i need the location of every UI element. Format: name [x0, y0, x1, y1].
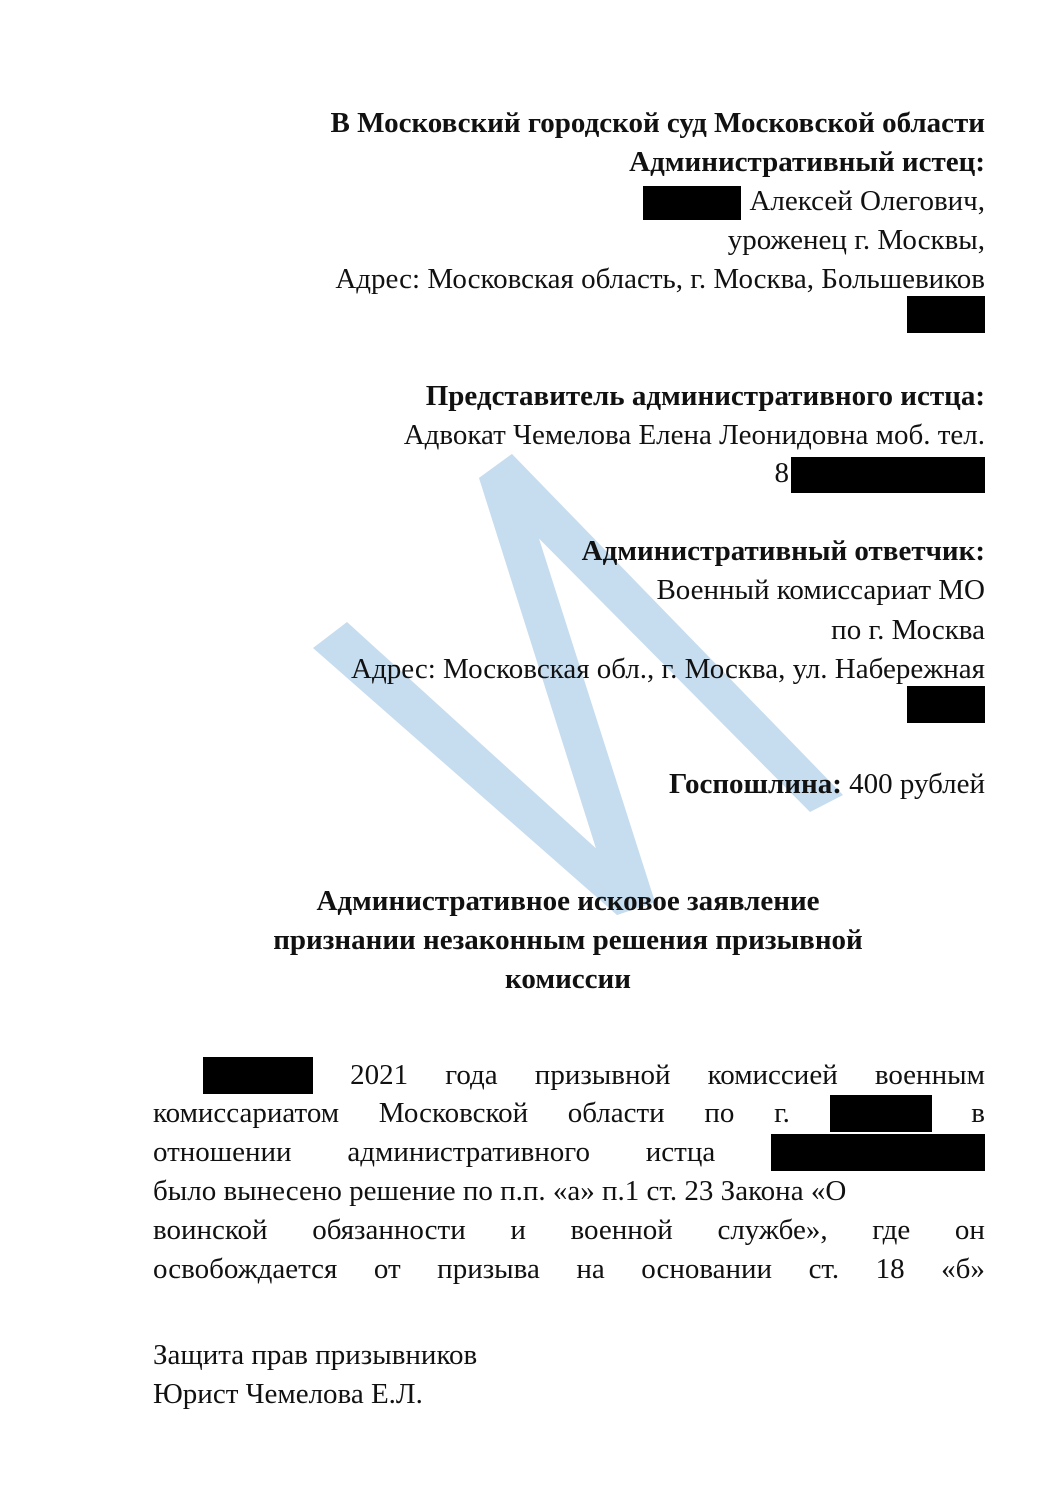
- state-fee-line: [669, 765, 985, 803]
- state-fee-label: Госпошлина:: [669, 768, 842, 800]
- body-line-5: [153, 1211, 985, 1249]
- body-word: комиссариатом: [153, 1097, 340, 1129]
- body-line-6: [153, 1250, 985, 1288]
- body-word: «б»: [941, 1253, 985, 1285]
- body-word: военной: [570, 1214, 673, 1246]
- plaintiff-birthplace: уроженец г. Москвы,: [727, 224, 985, 256]
- body-word: комиссией: [707, 1059, 838, 1091]
- body-word: Московской: [378, 1097, 529, 1129]
- body-word: воинской: [153, 1214, 268, 1246]
- body-word: истца: [645, 1136, 716, 1168]
- document-title-line-2: признании незаконным решения призывной: [273, 924, 863, 956]
- plaintiff-name: Алексей Олегович,: [749, 185, 985, 217]
- body-word: отношении: [153, 1136, 292, 1168]
- document-title-line-1: Административное исковое заявление: [316, 885, 820, 917]
- defendant-name-1: Военный комиссариат МО: [656, 574, 985, 606]
- redaction-block: [203, 1057, 313, 1094]
- body-word: административного: [347, 1136, 590, 1168]
- redaction-block: [643, 186, 741, 220]
- defendant-heading: Административный ответчик:: [581, 535, 985, 567]
- representative-heading: Представитель административного истца:: [425, 380, 985, 412]
- body-word: по: [704, 1097, 735, 1129]
- defendant-name-2: по г. Москва: [831, 614, 985, 646]
- plaintiff-name-line: [643, 182, 985, 220]
- redaction-block: [830, 1095, 932, 1132]
- plaintiff-address: Адрес: Московская область, г. Москва, Большевиков: [335, 263, 985, 295]
- body-word: от: [373, 1253, 401, 1285]
- body-word: года: [445, 1059, 498, 1091]
- redaction-block: [791, 457, 985, 493]
- body-word: освобождается: [153, 1253, 338, 1285]
- plaintiff-heading: Административный истец:: [629, 146, 985, 178]
- footer-line-2: Юрист Чемелова Е.Л.: [153, 1378, 423, 1410]
- body-word: основании: [641, 1253, 773, 1285]
- redaction-block: [907, 296, 985, 333]
- body-word: в: [971, 1097, 985, 1129]
- body-word: и: [510, 1214, 526, 1246]
- body-word: он: [954, 1214, 985, 1246]
- defendant-address: Адрес: Московская обл., г. Москва, ул. Набережная: [351, 653, 985, 685]
- body-line-2: [153, 1094, 985, 1132]
- redaction-block: [771, 1134, 985, 1171]
- body-line-1: [203, 1056, 985, 1094]
- body-word: обязанности: [312, 1214, 466, 1246]
- body-word: 2021: [350, 1059, 409, 1091]
- body-line-3: [153, 1133, 985, 1171]
- court-name: В Московский городской суд Московской области: [330, 107, 985, 139]
- body-word: призыва: [437, 1253, 540, 1285]
- document-title-line-3: комиссии: [505, 963, 631, 995]
- state-fee-value: 400 рублей: [849, 768, 985, 800]
- body-word: службе»,: [717, 1214, 828, 1246]
- redaction-block: [907, 686, 985, 723]
- body-word: области: [567, 1097, 665, 1129]
- footer-line-1: Защита прав призывников: [153, 1339, 478, 1371]
- body-word: 18: [875, 1253, 905, 1285]
- representative-name: Адвокат Чемелова Елена Леонидовна моб. тел.: [403, 419, 985, 451]
- body-word: военным: [874, 1059, 985, 1091]
- body-word: ст.: [808, 1253, 840, 1285]
- phone-prefix: 8: [774, 457, 789, 489]
- body-word: призывной: [534, 1059, 671, 1091]
- body-word: на: [576, 1253, 605, 1285]
- body-word: где: [872, 1214, 911, 1246]
- body-word: г.: [774, 1097, 790, 1129]
- representative-phone-line: [775, 454, 986, 493]
- body-line-4: было вынесено решение по п.п. «а» п.1 ст. 23 Закона «О: [153, 1175, 847, 1207]
